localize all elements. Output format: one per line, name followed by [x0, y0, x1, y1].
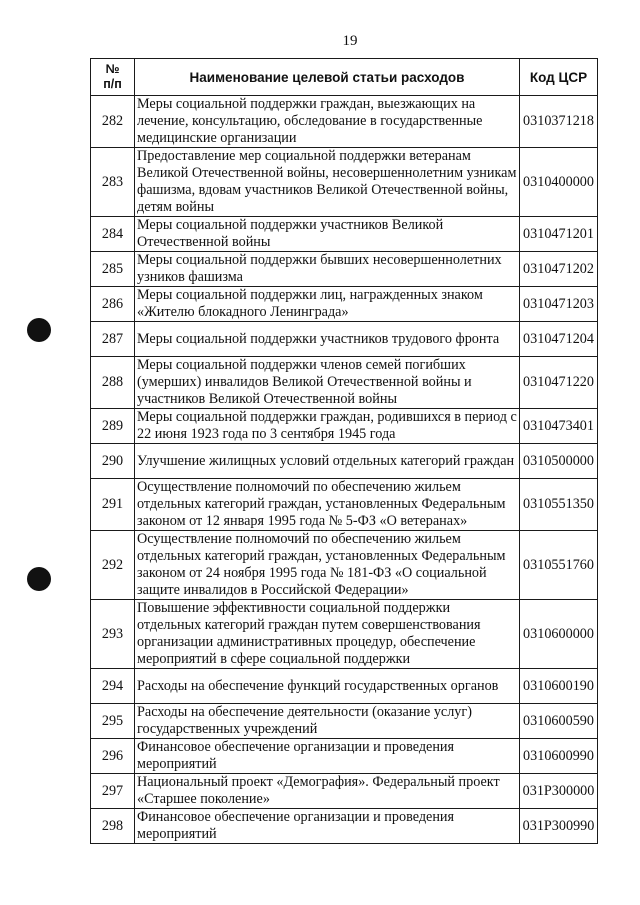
table-row	[91, 739, 598, 774]
table-row	[91, 600, 598, 669]
row-item-name: Предоставление мер социальной поддержки ветеранам Великой Отечественной войны, несовершеннолетним узникам фашизма, вдовам участников Великой Отечественной войны, детям войны	[135, 148, 520, 217]
row-number: 295	[91, 704, 135, 739]
row-csr-code: 0310600990	[520, 739, 598, 774]
row-item-name: Финансовое обеспечение организации и проведения мероприятий	[135, 739, 520, 774]
table-body	[91, 96, 598, 844]
row-csr-code: 0310471220	[520, 357, 598, 409]
row-item-name: Расходы на обеспечение функций государственных органов	[135, 669, 520, 704]
row-item-name: Расходы на обеспечение деятельности (оказание услуг) государственных учреждений	[135, 704, 520, 739]
row-item-name: Меры социальной поддержки бывших несовершеннолетних узников фашизма	[135, 252, 520, 287]
table-row	[91, 531, 598, 600]
row-csr-code: 0310471204	[520, 322, 598, 357]
table-row	[91, 287, 598, 322]
header-csr-code: Код ЦСР	[520, 59, 598, 96]
page-number: 19	[342, 33, 358, 49]
table-row	[91, 148, 598, 217]
header-number: № п/п	[91, 59, 135, 96]
table-row	[91, 669, 598, 704]
row-item-name: Меры социальной поддержки граждан, выезжающих на лечение, консультацию, обследование в государственные медицинские организации	[135, 96, 520, 148]
row-number: 297	[91, 774, 135, 809]
row-csr-code: 0310551760	[520, 531, 598, 600]
table-row	[91, 217, 598, 252]
row-csr-code: 0310600000	[520, 600, 598, 669]
row-number: 294	[91, 669, 135, 704]
row-number: 293	[91, 600, 135, 669]
row-csr-code: 031P300000	[520, 774, 598, 809]
row-item-name: Финансовое обеспечение организации и проведения мероприятий	[135, 809, 520, 844]
row-csr-code: 0310471203	[520, 287, 598, 322]
table-row	[91, 357, 598, 409]
row-number: 296	[91, 739, 135, 774]
row-number: 287	[91, 322, 135, 357]
row-item-name: Меры социальной поддержки лиц, награжденных знаком «Жителю блокадного Ленинграда»	[135, 287, 520, 322]
table-row	[91, 444, 598, 479]
row-item-name: Повышение эффективности социальной поддержки отдельных категорий граждан путем совершенствования организации административных процедур, обеспечение мероприятий в сфере социальной поддержки	[135, 600, 520, 669]
row-item-name: Меры социальной поддержки участников Великой Отечественной войны	[135, 217, 520, 252]
row-number: 292	[91, 531, 135, 600]
row-number: 282	[91, 96, 135, 148]
row-csr-code: 0310471202	[520, 252, 598, 287]
row-item-name: Национальный проект «Демография». Федеральный проект «Старшее поколение»	[135, 774, 520, 809]
table-row	[91, 704, 598, 739]
table-row	[91, 809, 598, 844]
row-csr-code: 0310600590	[520, 704, 598, 739]
table-row	[91, 252, 598, 287]
row-csr-code: 031P300990	[520, 809, 598, 844]
row-number: 291	[91, 479, 135, 531]
table-row	[91, 409, 598, 444]
table-row	[91, 479, 598, 531]
row-item-name: Меры социальной поддержки граждан, родившихся в период с 22 июня 1923 года по 3 сентября 1945 года	[135, 409, 520, 444]
row-csr-code: 0310500000	[520, 444, 598, 479]
table-row	[91, 774, 598, 809]
row-number: 298	[91, 809, 135, 844]
budget-target-items-table	[90, 58, 598, 844]
row-number: 284	[91, 217, 135, 252]
header-item-name: Наименование целевой статьи расходов	[135, 59, 520, 96]
row-item-name: Осуществление полномочий по обеспечению жильем отдельных категорий граждан, установленных Федеральным законом от 24 ноября 1995 года № 181-ФЗ «О социальной защите инвалидов в Российской Федерации»	[135, 531, 520, 600]
row-number: 289	[91, 409, 135, 444]
row-csr-code: 0310473401	[520, 409, 598, 444]
row-number: 290	[91, 444, 135, 479]
punch-hole-upper	[27, 318, 51, 342]
row-csr-code: 0310371218	[520, 96, 598, 148]
table-row	[91, 96, 598, 148]
row-csr-code: 0310400000	[520, 148, 598, 217]
table-row	[91, 322, 598, 357]
row-number: 286	[91, 287, 135, 322]
row-csr-code: 0310600190	[520, 669, 598, 704]
row-csr-code: 0310471201	[520, 217, 598, 252]
row-item-name: Меры социальной поддержки участников трудового фронта	[135, 322, 520, 357]
punch-hole-lower	[27, 567, 51, 591]
row-number: 285	[91, 252, 135, 287]
row-number: 283	[91, 148, 135, 217]
row-item-name: Улучшение жилищных условий отдельных категорий граждан	[135, 444, 520, 479]
row-csr-code: 0310551350	[520, 479, 598, 531]
row-item-name: Осуществление полномочий по обеспечению жильем отдельных категорий граждан, установленных Федеральным законом от 12 января 1995 года № 5-ФЗ «О ветеранах»	[135, 479, 520, 531]
table-header-row	[91, 59, 598, 96]
row-number: 288	[91, 357, 135, 409]
row-item-name: Меры социальной поддержки членов семей погибших (умерших) инвалидов Великой Отечественной войны и участников Великой Отечественной войны	[135, 357, 520, 409]
